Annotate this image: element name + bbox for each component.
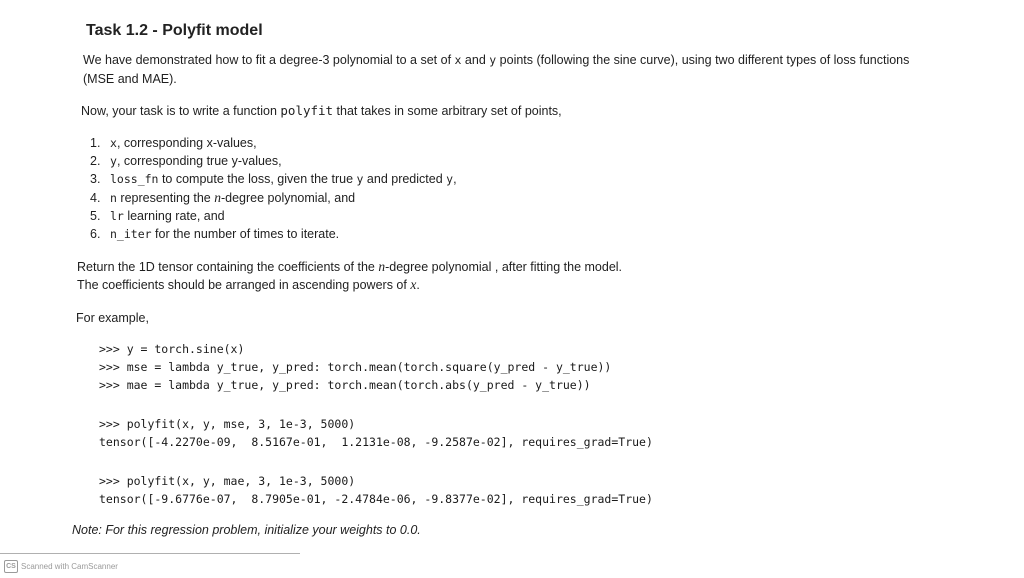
code-line: >>> mse = lambda y_true, y_pred: torch.mean(torch.square(y_pred - y_true))	[99, 360, 612, 374]
return-text-tail: .	[416, 278, 420, 292]
intro-line-1	[83, 51, 909, 69]
code-output: tensor([-9.6776e-07, 8.7905e-01, -2.4784e-06, -9.8377e-02], requires_grad=True)	[99, 492, 653, 506]
intro-line-2: (MSE and MAE).	[83, 72, 177, 86]
code-output: tensor([-4.2270e-09, 8.5167e-01, 1.2131e-08, -9.2587e-02], requires_grad=True)	[99, 435, 653, 449]
list-code: lr	[110, 209, 124, 223]
return-line-1	[77, 258, 622, 276]
list-code: y	[110, 154, 117, 168]
scanner-watermark: Scanned with CamScanner	[21, 562, 118, 571]
list-number: 3.	[90, 172, 101, 186]
list-text: -degree polynomial, and	[220, 191, 356, 205]
intro-text: We have demonstrated how to fit a degree-3 polynomial to a set of	[83, 53, 455, 67]
list-text: , corresponding x-values,	[116, 136, 257, 150]
code-line: >>> polyfit(x, y, mse, 3, 1e-3, 5000)	[99, 417, 356, 431]
code-line: >>> mae = lambda y_true, y_pred: torch.mean(torch.abs(y_pred - y_true))	[99, 378, 591, 392]
list-number: 6.	[90, 227, 101, 241]
list-code: n	[110, 191, 117, 205]
list-item	[90, 227, 339, 241]
list-code: y	[446, 172, 454, 186]
list-text: to compute the loss, given the true	[158, 172, 357, 186]
example-label: For example,	[76, 311, 149, 325]
intro-text-tail: points (following the sine curve), using two different types of loss functions	[496, 53, 910, 67]
list-item	[90, 154, 282, 168]
code-line: >>> y = torch.sine(x)	[99, 342, 245, 356]
list-code: x	[110, 136, 117, 150]
list-text: for the number of times to iterate.	[151, 227, 340, 241]
inline-code-polyfit: polyfit	[280, 103, 334, 118]
inline-code-y: y	[489, 53, 497, 67]
list-number: 2.	[90, 154, 101, 168]
list-item	[90, 209, 225, 223]
intro-and: and	[461, 53, 490, 67]
task-text: Now, your task is to write a function	[81, 104, 281, 118]
footer-divider	[0, 553, 300, 554]
scanner-footer	[4, 560, 118, 573]
list-text: learning rate, and	[123, 209, 225, 223]
list-item	[90, 190, 355, 206]
math-x: x	[410, 277, 417, 292]
return-text-tail: -degree polynomial , after fitting the model.	[385, 260, 623, 274]
return-line-2	[77, 276, 420, 294]
list-code: loss_fn	[110, 172, 159, 186]
return-text: Return the 1D tensor containing the coefficients of the	[77, 260, 379, 274]
list-item	[90, 172, 457, 186]
task-text-tail: that takes in some arbitrary set of points,	[333, 104, 562, 118]
list-code: n_iter	[110, 227, 152, 241]
list-text: and predicted	[363, 172, 447, 186]
task-line	[81, 102, 562, 120]
list-number: 5.	[90, 209, 101, 223]
camscanner-icon: CS	[4, 560, 18, 573]
list-text: representing the	[116, 191, 215, 205]
page-title: Task 1.2 - Polyfit model	[86, 22, 263, 39]
list-code: y	[356, 172, 364, 186]
return-text: The coefficients should be arranged in ascending powers of	[77, 278, 411, 292]
list-item	[90, 136, 257, 150]
math-n: n	[378, 259, 386, 274]
code-line: >>> polyfit(x, y, mae, 3, 1e-3, 5000)	[99, 474, 356, 488]
note-text: Note: For this regression problem, initialize your weights to 0.0.	[72, 523, 421, 537]
inline-code-x: x	[454, 53, 462, 67]
math-n: n	[214, 190, 221, 205]
list-text: , corresponding true y-values,	[116, 154, 282, 168]
list-text: ,	[453, 172, 457, 186]
list-number: 4.	[90, 191, 101, 205]
list-number: 1.	[90, 136, 101, 150]
